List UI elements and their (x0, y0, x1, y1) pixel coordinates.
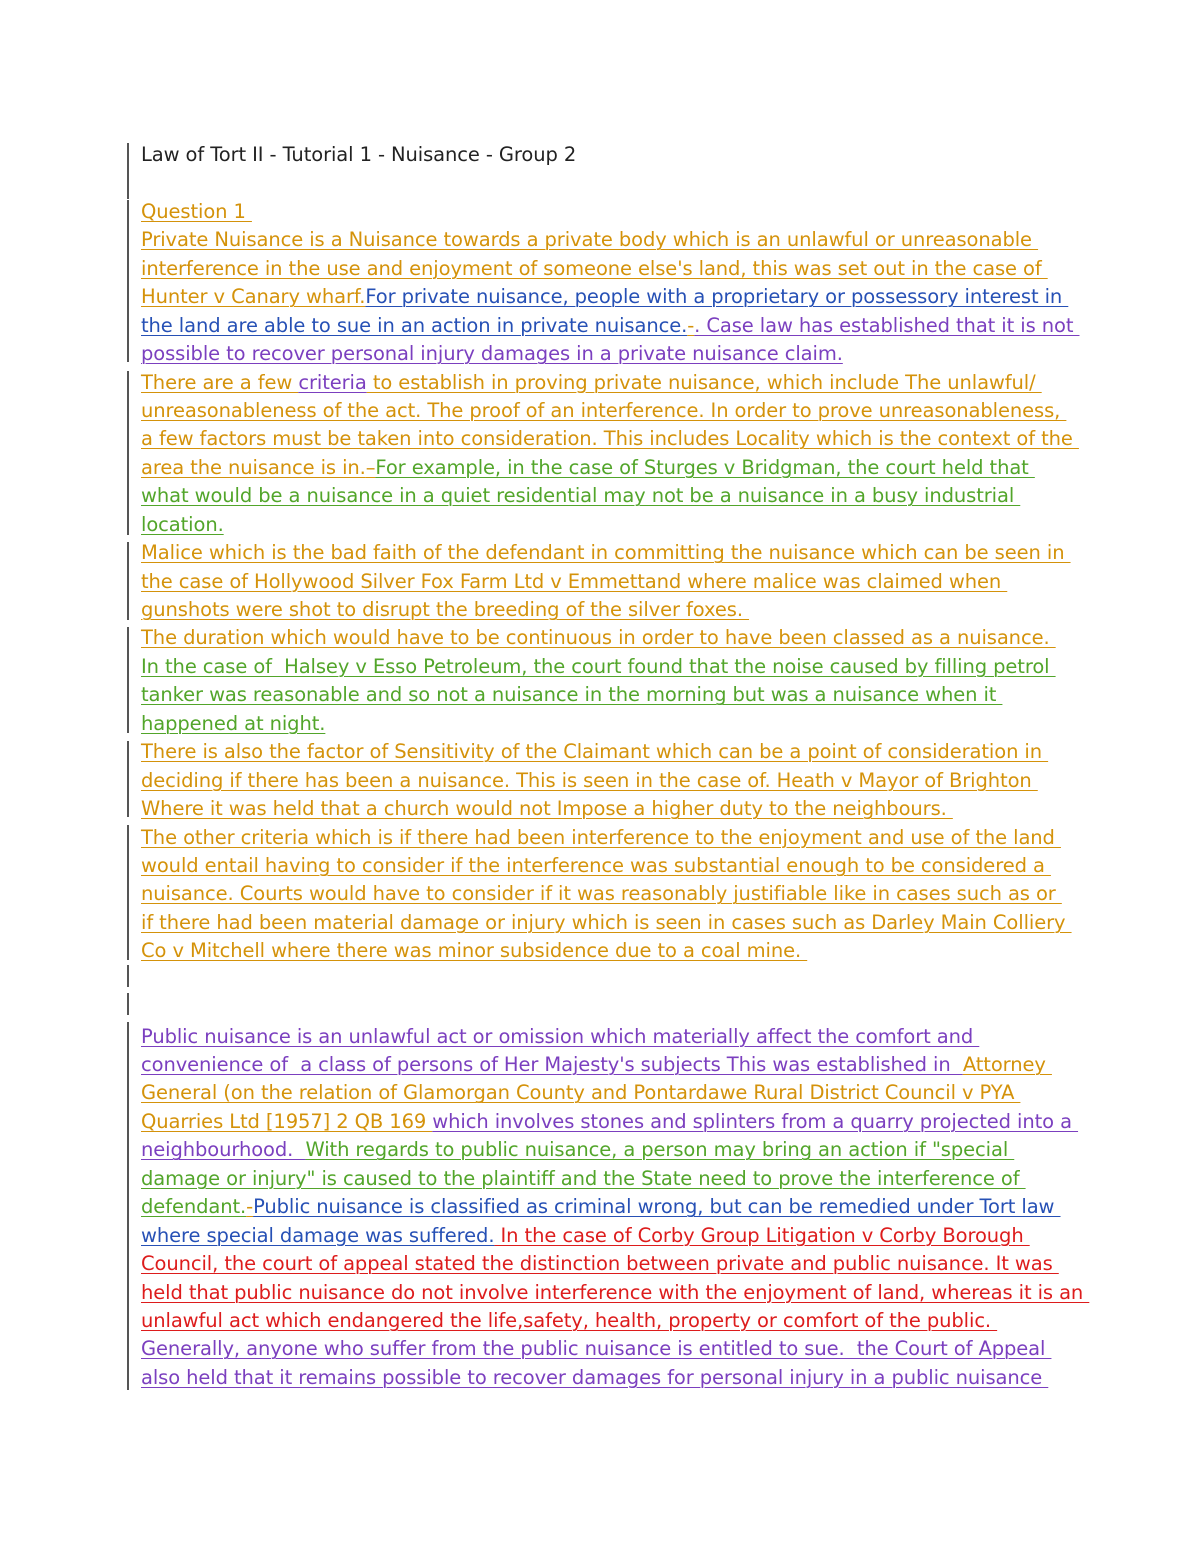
text-line (141, 226, 1141, 254)
text-run: unlawful act which endangered the life,safety, health, property or comfort of the public. (141, 1308, 998, 1332)
text-run: There is also the factor of Sensitivity of the Claimant which can be a point of consideration in (141, 740, 1049, 764)
text-run: The duration which would have to be continuous in order to have been classed as a nuisance. (141, 626, 1056, 650)
change-bar-8 (127, 965, 129, 987)
text-run: - (246, 1195, 254, 1219)
text-run: Question 1 (141, 199, 252, 223)
text-run: the case of Hollywood Silver Fox Farm Ltd v Emmettand where malice was claimed when (141, 569, 1008, 593)
text-line (141, 880, 1141, 908)
text-run: tanker was reasonable and so not a nuisance in the morning but was a nuisance when it (141, 683, 1003, 707)
text-run: defendant. (141, 1195, 247, 1219)
text-run: For private nuisance, people with a proprietary or possessory interest in (365, 285, 1069, 309)
text-line (141, 767, 1141, 795)
change-bar-3 (127, 371, 129, 535)
text-line (141, 1108, 1141, 1136)
text-run: Public nuisance is classified as criminal wrong, but can be remedied under Tort law (253, 1195, 1061, 1219)
text-run: nuisance. Courts would have to consider if it was reasonably justifiable like in cases such as or (141, 882, 1062, 906)
text-run: Public nuisance is an unlawful act or omission which materially affect the comfort and (141, 1024, 980, 1048)
text-line (141, 681, 1141, 709)
text-line (141, 312, 1141, 340)
text-line (141, 1023, 1141, 1051)
text-line (141, 482, 1141, 510)
text-run: For example, in the case of Sturges v Bridgman, the court held that (375, 455, 1035, 479)
text-run: deciding if there has been a nuisance. This is seen in the case of. Heath v Mayor of Brighton (141, 768, 1038, 792)
text-run: - (687, 313, 695, 337)
text-run: location. (141, 512, 224, 536)
text-line (141, 568, 1141, 596)
text-line (141, 141, 1141, 169)
text-line (141, 795, 1141, 823)
change-bar-9 (127, 993, 129, 1015)
text-line (141, 1193, 1141, 1221)
text-line (141, 283, 1141, 311)
text-line (141, 966, 1141, 994)
text-run: In the case of Halsey v Esso Petroleum, the court found that the noise caused by filling petrol (141, 654, 1056, 678)
text-line (141, 1364, 1141, 1392)
text-run: which involves stones and splinters from a quarry projected into a (432, 1109, 1079, 1133)
change-bar-4 (127, 542, 129, 620)
text-run: area the nuisance is in. (141, 455, 366, 479)
text-run: would entail having to consider if the interference was substantial enough to be considered a (141, 853, 1051, 877)
text-run: Generally, anyone who suffer from the public nuisance is entitled to sue. the Court of Appeal (141, 1337, 1052, 1361)
text-run: Hunter v Canary wharf. (141, 285, 366, 309)
text-line (141, 198, 1141, 226)
text-line (141, 1222, 1141, 1250)
text-line (141, 397, 1141, 425)
text-line (141, 1165, 1141, 1193)
text-run: also held that it remains possible to recover damages for personal injury in a public nuisance (141, 1365, 1049, 1389)
change-bar-6 (127, 741, 129, 817)
text-run: With regards to public nuisance, a person may bring an action if "special (305, 1138, 1015, 1162)
text-line (141, 454, 1141, 482)
text-run: a few factors must be taken into consideration. This includes Locality which is the context of the (141, 427, 1079, 451)
text-run: interference in the use and enjoyment of someone else's land, this was set out in the case of (141, 256, 1048, 280)
text-run: There are a few (141, 370, 299, 394)
text-run: if there had been material damage or injury which is seen in cases such as Darley Main Colliery (141, 910, 1072, 934)
text-line (141, 710, 1141, 738)
text-line (141, 169, 1141, 197)
text-line (141, 539, 1141, 567)
text-line (141, 1307, 1141, 1335)
text-run: held that public nuisance do not involve interference with the enjoyment of land, whereas it is an (141, 1280, 1090, 1304)
text-run: the land are able to sue in an action in private nuisance. (141, 313, 688, 337)
change-bar-1 (127, 143, 129, 199)
text-line (141, 511, 1141, 539)
text-run: Co v Mitchell where there was minor subsidence due to a coal mine. (141, 939, 808, 963)
text-run: unreasonableness of the act. The proof of an interference. In order to prove unreasonableness, (141, 398, 1067, 422)
text-line (141, 1250, 1141, 1278)
text-line (141, 624, 1141, 652)
text-run: Quarries Ltd [1957] 2 QB 169 (141, 1109, 433, 1133)
text-run: criteria (298, 370, 367, 394)
text-run: Malice which is the bad faith of the defendant in committing the nuisance which can be seen in (141, 541, 1071, 565)
change-bar-2 (127, 200, 129, 362)
text-line (141, 340, 1141, 368)
text-run: Private Nuisance is a Nuisance towards a private body which is an unlawful or unreasonable (141, 228, 1039, 252)
text-run: what would be a nuisance in a quiet residential may not be a nuisance in a busy industrial (141, 484, 1021, 508)
text-run: Council, the court of appeal stated the distinction between private and public nuisance. It was (141, 1252, 1059, 1276)
text-run: In the case of Corby Group Litigation v Corby Borough (494, 1223, 1030, 1247)
text-line (141, 738, 1141, 766)
text-line (141, 596, 1141, 624)
text-run: happened at night. (141, 711, 326, 735)
text-line (141, 909, 1141, 937)
text-line (141, 937, 1141, 965)
text-line (141, 1335, 1141, 1363)
text-line (141, 369, 1141, 397)
text-line (141, 653, 1141, 681)
text-run: possible to recover personal injury damages in a private nuisance claim. (141, 342, 843, 366)
text-line (141, 1079, 1141, 1107)
change-bar-5 (127, 627, 129, 733)
text-run: gunshots were shot to disrupt the breeding of the silver foxes. (141, 598, 750, 621)
text-line (141, 824, 1141, 852)
text-line (141, 1051, 1141, 1079)
text-line (141, 994, 1141, 1022)
text-line (141, 1279, 1141, 1307)
text-run: The other criteria which is if there had been interference to the enjoyment and use of the land (141, 825, 1061, 849)
text-run: Attorney (962, 1053, 1052, 1076)
text-run: where special damage was suffered. (141, 1223, 495, 1247)
text-run: General (on the relation of Glamorgan County and Pontardawe Rural District Council v PYA (141, 1081, 1021, 1105)
text-line (141, 1136, 1141, 1164)
change-bar-7 (127, 825, 129, 960)
text-line (141, 425, 1141, 453)
text-run: Law of Tort II - Tutorial 1 - Nuisance - Group 2 (141, 143, 577, 166)
text-run: – (365, 455, 376, 479)
text-run: to establish in proving private nuisance, which include The unlawful/ (366, 370, 1042, 394)
text-line (141, 852, 1141, 880)
text-run: . Case law has established that it is not (694, 313, 1080, 337)
change-bar-10 (127, 1022, 129, 1390)
text-run: neighbourhood. (141, 1138, 306, 1162)
text-line (141, 255, 1141, 283)
document-body (141, 141, 1141, 1392)
text-run: Where it was held that a church would not Impose a higher duty to the neighbours. (141, 797, 953, 821)
text-run: damage or injury" is caused to the plaintiff and the State need to prove the interference of (141, 1166, 1026, 1190)
text-run: convenience of a class of persons of Her Majesty's subjects This was established in (141, 1053, 963, 1076)
